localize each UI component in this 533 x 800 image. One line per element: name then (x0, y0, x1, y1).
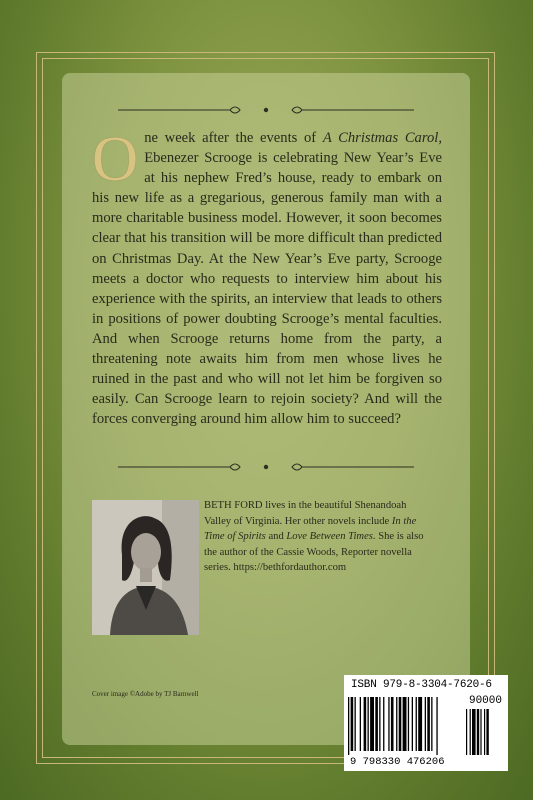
isbn-number: ISBN 979-8-3304-7620-6 (351, 679, 492, 691)
middle-ornament-divider (118, 460, 414, 474)
bio-novel-title-1: In the Time of Spirits (204, 515, 417, 543)
price-code: 90000 (468, 695, 502, 707)
bio-text-start: BETH FORD lives in the beautiful Shenandoah Valley of Virginia. Her other novels include (204, 500, 407, 527)
book-description (92, 123, 442, 429)
description-text-start: ne week after the events of (144, 130, 323, 146)
cover-image-credit: Cover image ©Adobe by TJ Barnwell (92, 690, 199, 698)
top-ornament-divider (118, 103, 414, 117)
author-portrait-image (92, 500, 199, 635)
drop-cap-letter: O (92, 123, 139, 194)
bio-novel-title-2: Love Between Times (286, 531, 373, 543)
description-text-body: Ebenezer Scrooge is celebrating New Year’s Eve at his nephew Fred’s house, ready to embark on his new life as a gregarious, generous family man with a more charitable business model. However, it soon becomes clear that his transition will be more difficult than predicted on Christmas Day. At the New Year’s Eve party, Scrooge meets a doctor who requests to interview him about his experience with the spirits, an interview that leads to others in positions of power doubting Scrooge’s mental faculties. And when Scrooge returns home from the party, a threatening note awaits him from men whose lives he ruined in the past and who will not let him be forgiven so easily. Can Scrooge learn to rejoin society? And will the forces converging around him allow him to succeed? (92, 150, 442, 428)
ean-number: 9 798330 476206 (350, 756, 445, 768)
description-book-title: A Christmas Carol, (322, 130, 442, 146)
author-bio (204, 498, 434, 576)
isbn-barcode (344, 675, 508, 771)
author-photo (92, 500, 199, 635)
bio-text-end: . She is also the author of the Cassie Woods, Reporter novella series. https://bethfordauthor.com (204, 531, 424, 574)
bio-text-and: and (265, 531, 287, 543)
